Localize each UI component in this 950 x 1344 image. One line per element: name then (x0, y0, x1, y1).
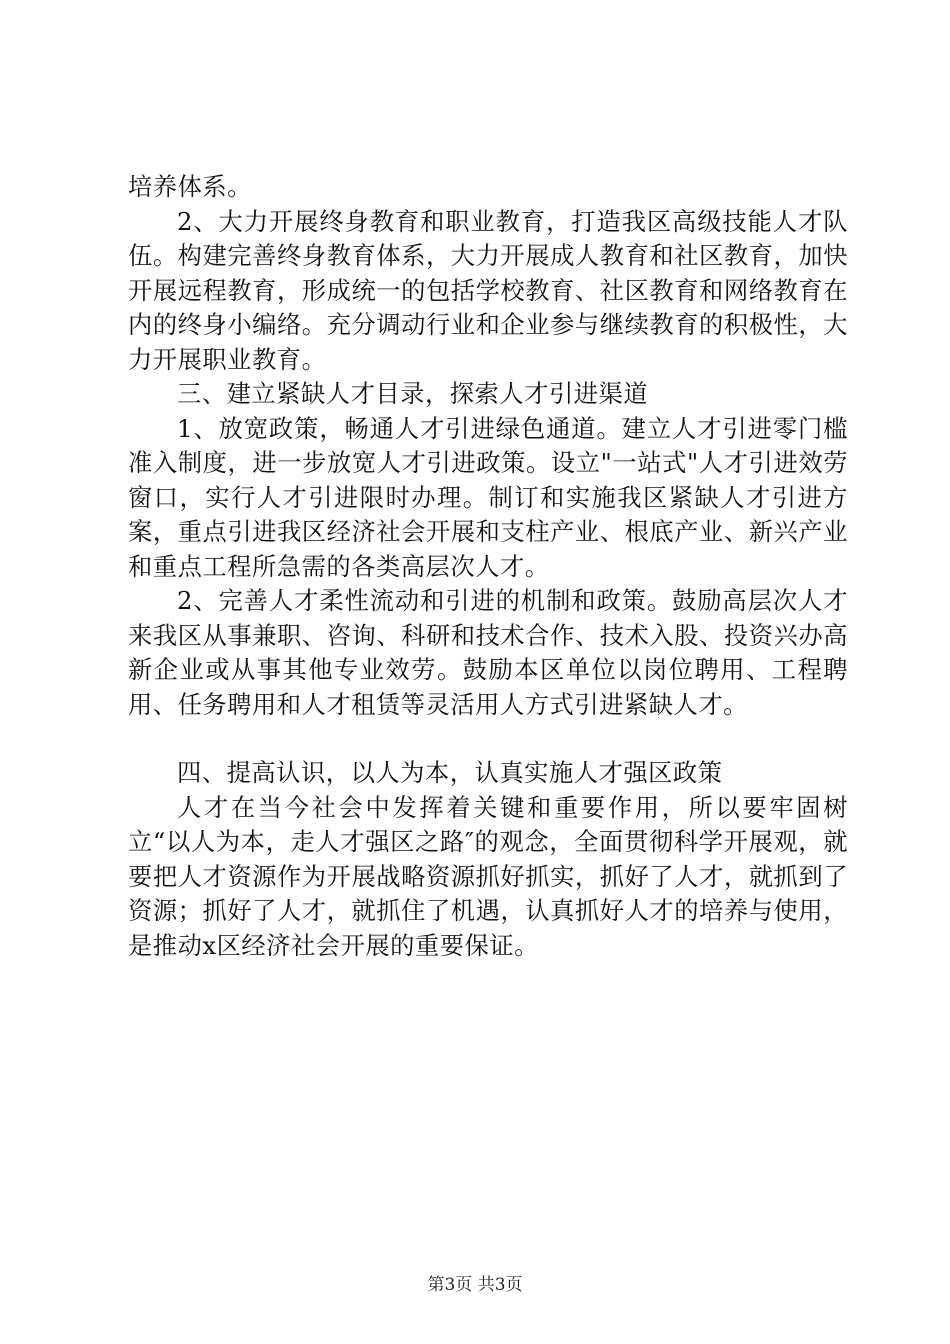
page-footer: 第3页 共3页 (427, 1275, 523, 1295)
paragraph-continuation: 培养体系。 (128, 172, 252, 201)
paragraph-flexible-flow: 2、完善人才柔性流动和引进的机制和政策。鼓励高层次人才来我区从事兼职、咨询、科研和技术合作、技术入股、投资兴办高新企业或从事其他专业效劳。鼓励本区单位以岗位聘用、工程聘用、任务聘用和人才租赁等灵活用人方式引进紧缺人才。 (128, 586, 848, 719)
paragraph-talent-importance: 人才在当今社会中发挥着关键和重要作用，所以要牢固树立“以人为本，走人才强区之路″的观念，全面贯彻科学开展观，就要把人才资源作为开展战略资源抓好抓实，抓好了人才，就抓到了资源；抓好了人才，就抓住了机遇，认真抓好人才的培养与使用，是推动x区经济社会开展的重要保证。 (128, 792, 848, 960)
section-heading-people-oriented: 四、提高认识，以人为本，认真实施人才强区政策 (177, 758, 723, 787)
paragraph-lifelong-education: 2、大力开展终身教育和职业教育，打造我区高级技能人才队伍。构建完善终身教育体系，大力开展成人教育和社区教育，加快开展远程教育，形成统一的包括学校教育、社区教育和网络教育在内的终身小编络。充分调动行业和企业参与继续教育的积极性，大力开展职业教育。 (128, 206, 848, 374)
document-body (128, 170, 848, 963)
section-heading-talent-catalog: 三、建立紧缺人才目录，探索人才引进渠道 (177, 379, 649, 408)
paragraph-relax-policy: 1、放宽政策，畅通人才引进绿色通道。建立人才引进零门槛准入制度，进一步放宽人才引进政策。设立"一站式"人才引进效劳窗口，实行人才引进限时办理。制订和实施我区紧缺人才引进方案，重点引进我区经济社会开展和支柱产业、根底产业、新兴产业和重点工程所急需的各类高层次人才。 (128, 413, 848, 581)
